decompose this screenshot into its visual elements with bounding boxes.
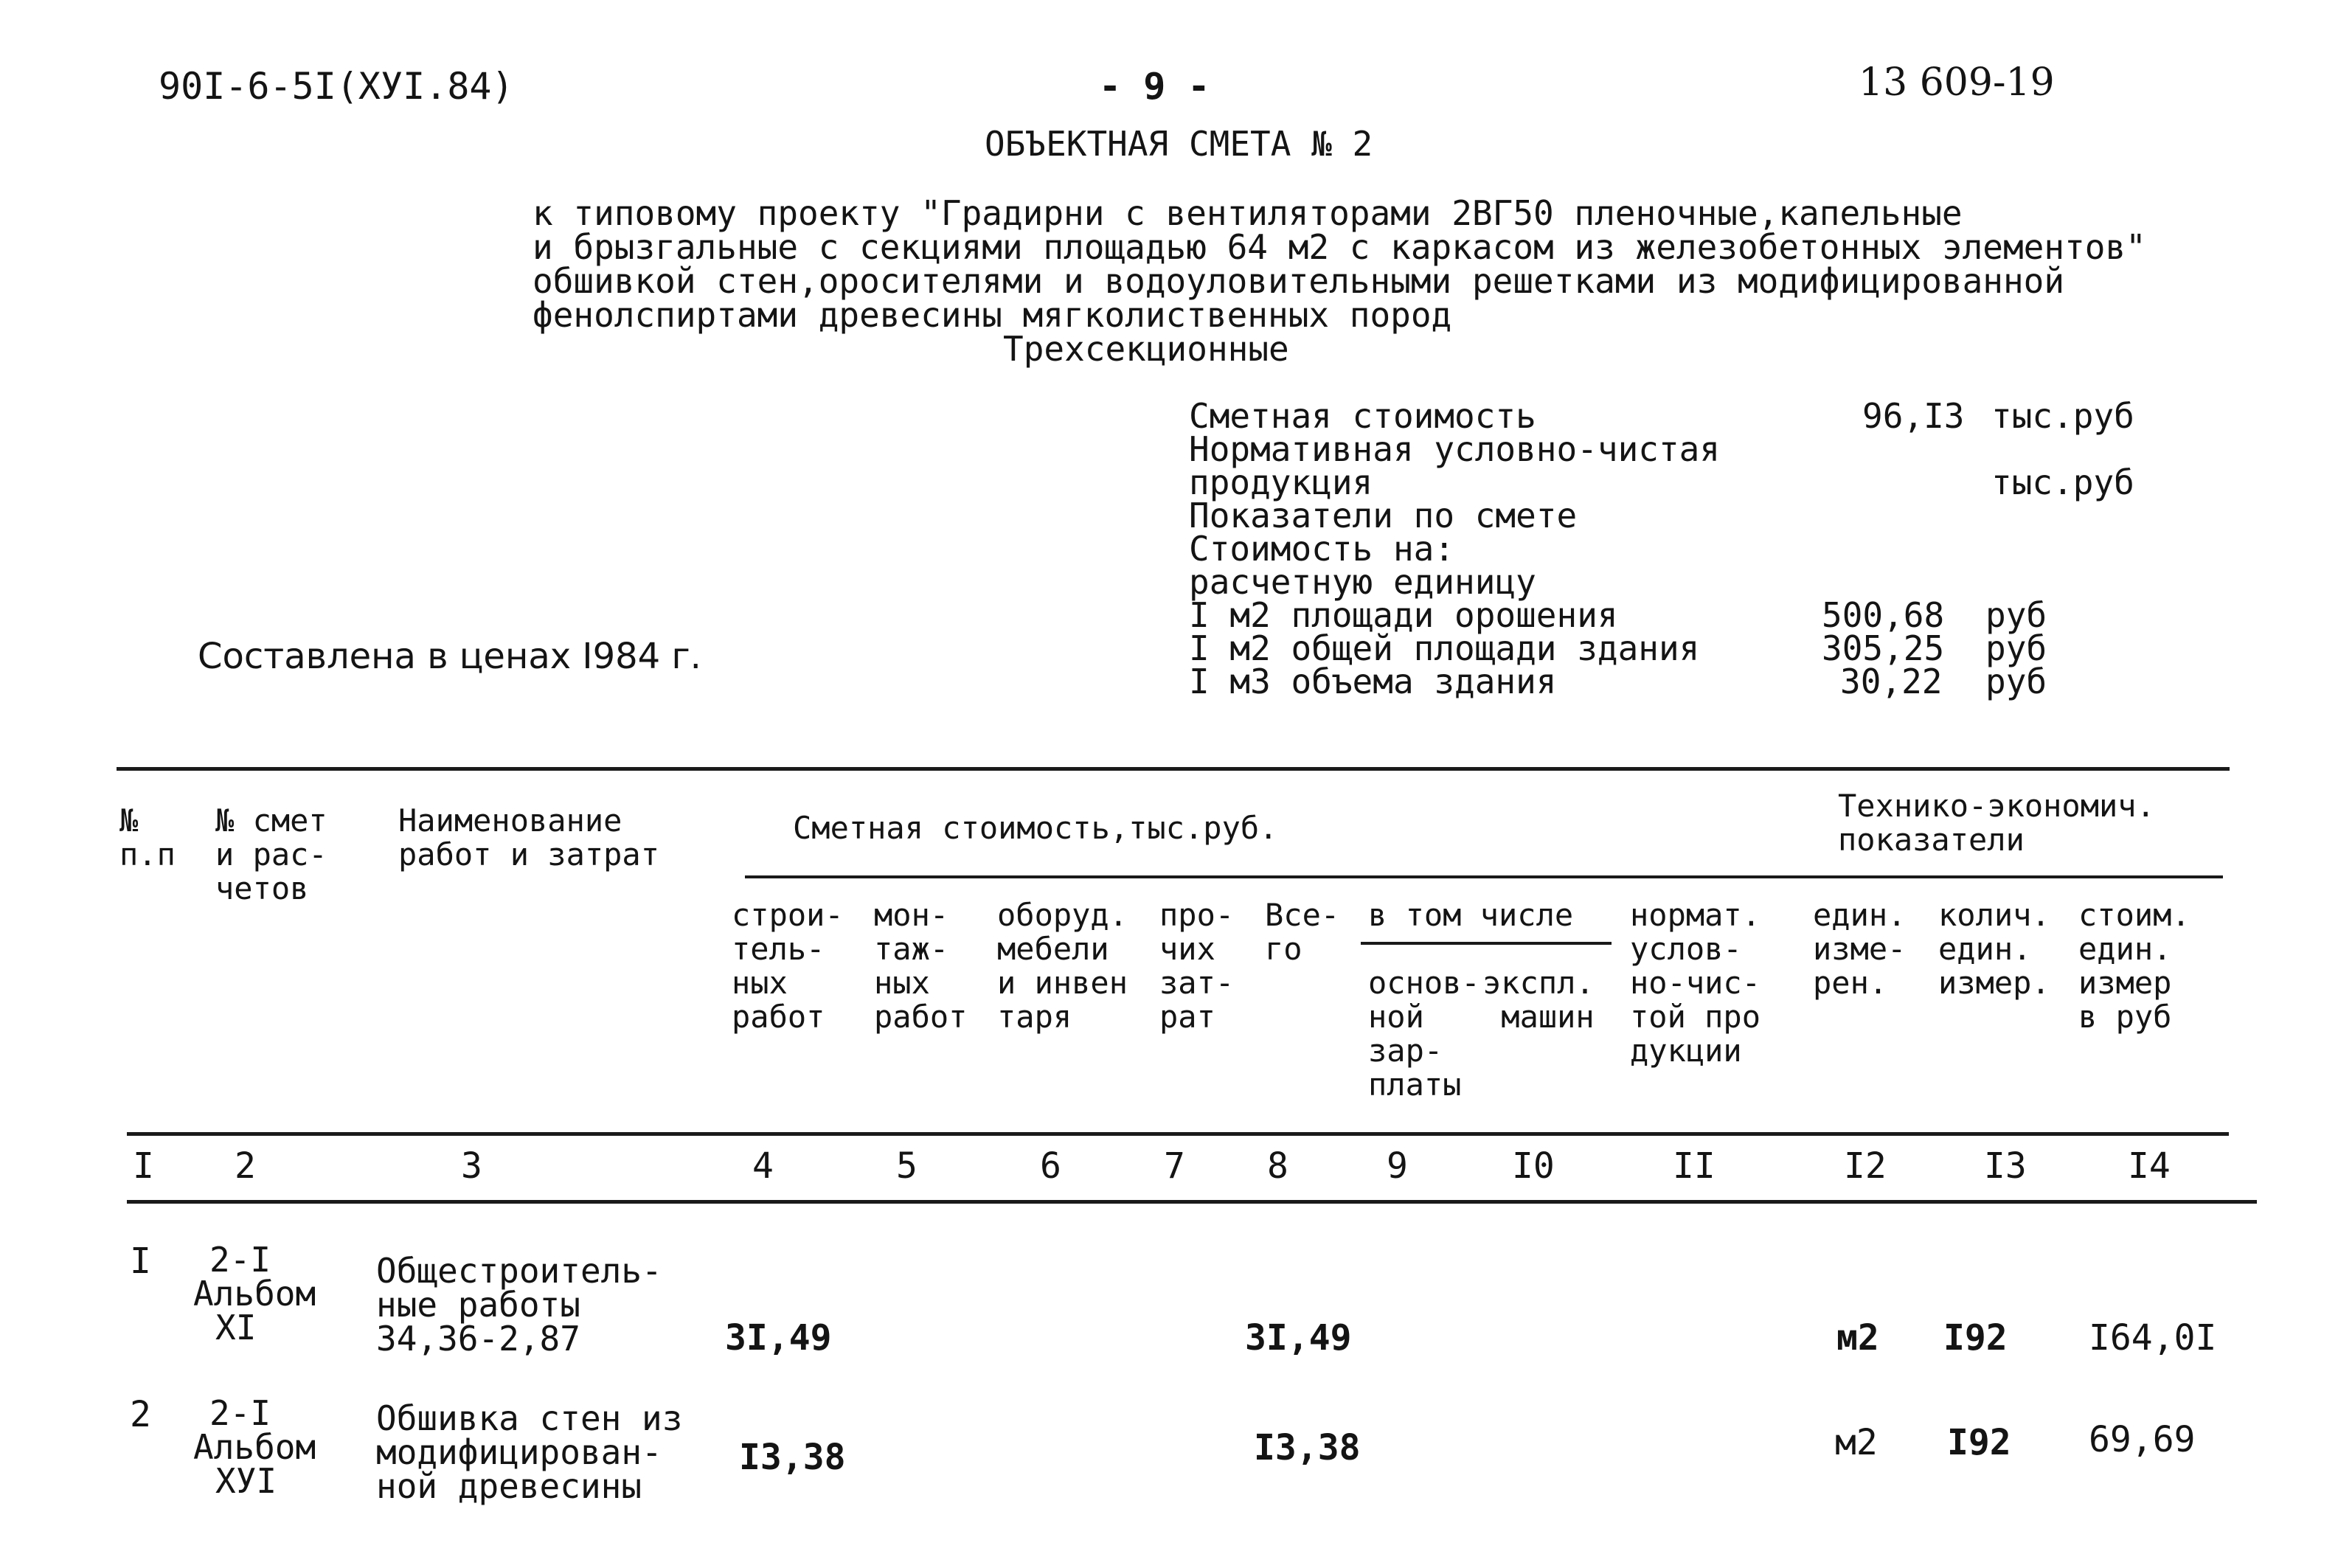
summary-label: Стоимость на: — [1189, 529, 1455, 569]
column-number: I4 — [2128, 1145, 2171, 1187]
summary-label: I м2 площади орошения — [1189, 595, 1618, 635]
summary-label: Показатели по смете — [1189, 496, 1578, 535]
per-m3-volume-value: 30,22 — [1840, 662, 1943, 701]
header-normative-net: нормат. услов- но-чис- той про дукции — [1630, 897, 1761, 1069]
column-number: 5 — [896, 1145, 917, 1187]
column-numbers-rule — [127, 1200, 2257, 1204]
estimated-cost-unit: тыс.руб — [1991, 396, 2134, 436]
per-m2-building-unit: руб — [1985, 628, 2047, 668]
project-description — [533, 193, 2146, 335]
row-work-name: Обшивка стен из модифицирован- ной древесины — [376, 1398, 683, 1506]
prices-note: Составлена в ценах I984 г. — [198, 636, 701, 677]
row-total-cost: I3,38 — [1254, 1427, 1361, 1468]
summary-label: продукция — [1189, 462, 1373, 502]
row-total-cost: 3I,49 — [1245, 1317, 1352, 1359]
column-number: 8 — [1267, 1145, 1288, 1187]
table-top-rule — [117, 767, 2230, 771]
header-unit-cost: стоим. един. измер в руб — [2078, 897, 2190, 1035]
row-work-name: Общестроитель- ные работы 34,36-2,87 — [376, 1251, 662, 1359]
row-unit-cost: 69,69 — [2089, 1419, 2196, 1460]
header-row-number: № п.п — [119, 802, 176, 873]
header-cost-group: Сметная стоимость,тыс.руб. — [793, 810, 1278, 846]
header-construction: строи- тель- ных работ — [732, 897, 844, 1035]
per-m3-volume-unit: руб — [1985, 662, 2047, 701]
header-machine-operation: экспл. машин — [1482, 965, 1595, 1035]
column-number: 2 — [235, 1145, 256, 1187]
per-m2-irrigation-unit: руб — [1985, 595, 2047, 635]
estimate-title: ОБЪЕКТНАЯ СМЕТА № 2 — [985, 124, 1373, 164]
column-number: II — [1673, 1145, 1716, 1187]
row-number: 2 — [130, 1394, 151, 1435]
summary-label: расчетную единицу — [1189, 562, 1536, 602]
row-unit-cost: I64,0I — [2089, 1317, 2217, 1359]
description-line: фенолспиртами древесины мягколиственных пород — [533, 295, 1452, 335]
column-number: I2 — [1844, 1145, 1887, 1187]
document-code: 90I-6-5I(XУI.84) — [159, 65, 514, 108]
header-equipment: оборуд. мебели и инвен таря — [997, 897, 1128, 1035]
summary-label: I м2 общей площади здания — [1189, 628, 1700, 668]
description-line: обшивкой стен,оросителями и водоуловительными решетками из модифицированной — [533, 261, 2065, 301]
page-number: - 9 - — [1099, 65, 1210, 108]
column-number: 6 — [1040, 1145, 1061, 1187]
header-installation: мон- таж- ных работ — [874, 897, 968, 1035]
row-construction-cost: I3,38 — [739, 1437, 846, 1478]
net-product-unit: тыс.руб — [1991, 462, 2134, 502]
column-number: 3 — [461, 1145, 482, 1187]
column-number: 4 — [752, 1145, 774, 1187]
header-work-name: Наименование работ и затрат — [398, 802, 660, 873]
archive-stamp-number: 13 609-19 — [1859, 60, 2055, 105]
project-subtitle: Трехсекционные — [1003, 329, 1289, 369]
row-estimate-ref: 2-I Альбом XI — [193, 1240, 316, 1347]
column-number: I — [133, 1145, 154, 1187]
summary-label: I м3 объема здания — [1189, 662, 1557, 701]
row-unit-measure: м2 — [1835, 1422, 1878, 1463]
header-total: Все- го — [1265, 897, 1340, 967]
header-other-costs: про- чих зат- рат — [1159, 897, 1235, 1035]
row-number: I — [130, 1241, 151, 1282]
column-number: 9 — [1387, 1145, 1408, 1187]
row-unit-measure: м2 — [1836, 1317, 1879, 1359]
row-unit-quantity: I92 — [1943, 1317, 2008, 1359]
column-number: 7 — [1164, 1145, 1185, 1187]
header-unit-quantity: колич. един. измер. — [1938, 897, 2050, 1001]
per-m2-irrigation-value: 500,68 — [1822, 595, 1945, 635]
header-unit-measure: един. изме- рен. — [1813, 897, 1907, 1001]
description-line: и брызгальные с секциями площадью 64 м2 с каркасом из железобетонных элементов" — [533, 227, 2146, 267]
column-number: I0 — [1512, 1145, 1555, 1187]
row-construction-cost: 3I,49 — [725, 1317, 832, 1359]
header-tech-group: Технико-экономич. показатели — [1838, 788, 2155, 858]
description-line: к типовому проекту "Градирни с вентиляторами 2ВГ50 пленочные,капельные — [533, 193, 1963, 233]
estimated-cost-value: 96,I3 — [1862, 396, 1965, 436]
incl-subgroup-rule — [1361, 942, 1612, 945]
header-base-salary: основ- ной зар- платы — [1368, 965, 1480, 1103]
cost-group-rule — [745, 875, 2223, 878]
row-unit-quantity: I92 — [1947, 1422, 2011, 1463]
column-number: I3 — [1984, 1145, 2027, 1187]
header-bottom-rule — [127, 1132, 2229, 1136]
header-estimate-ref: № смет и рас- четов — [215, 802, 327, 906]
summary-labels — [1189, 396, 1721, 701]
per-m2-building-value: 305,25 — [1822, 628, 1945, 668]
summary-label: Нормативная условно-чистая — [1189, 429, 1721, 469]
row-estimate-ref: 2-I Альбом XУI — [193, 1393, 316, 1501]
header-including: в том числе — [1368, 897, 1574, 933]
summary-label: Сметная стоимость — [1189, 396, 1536, 436]
